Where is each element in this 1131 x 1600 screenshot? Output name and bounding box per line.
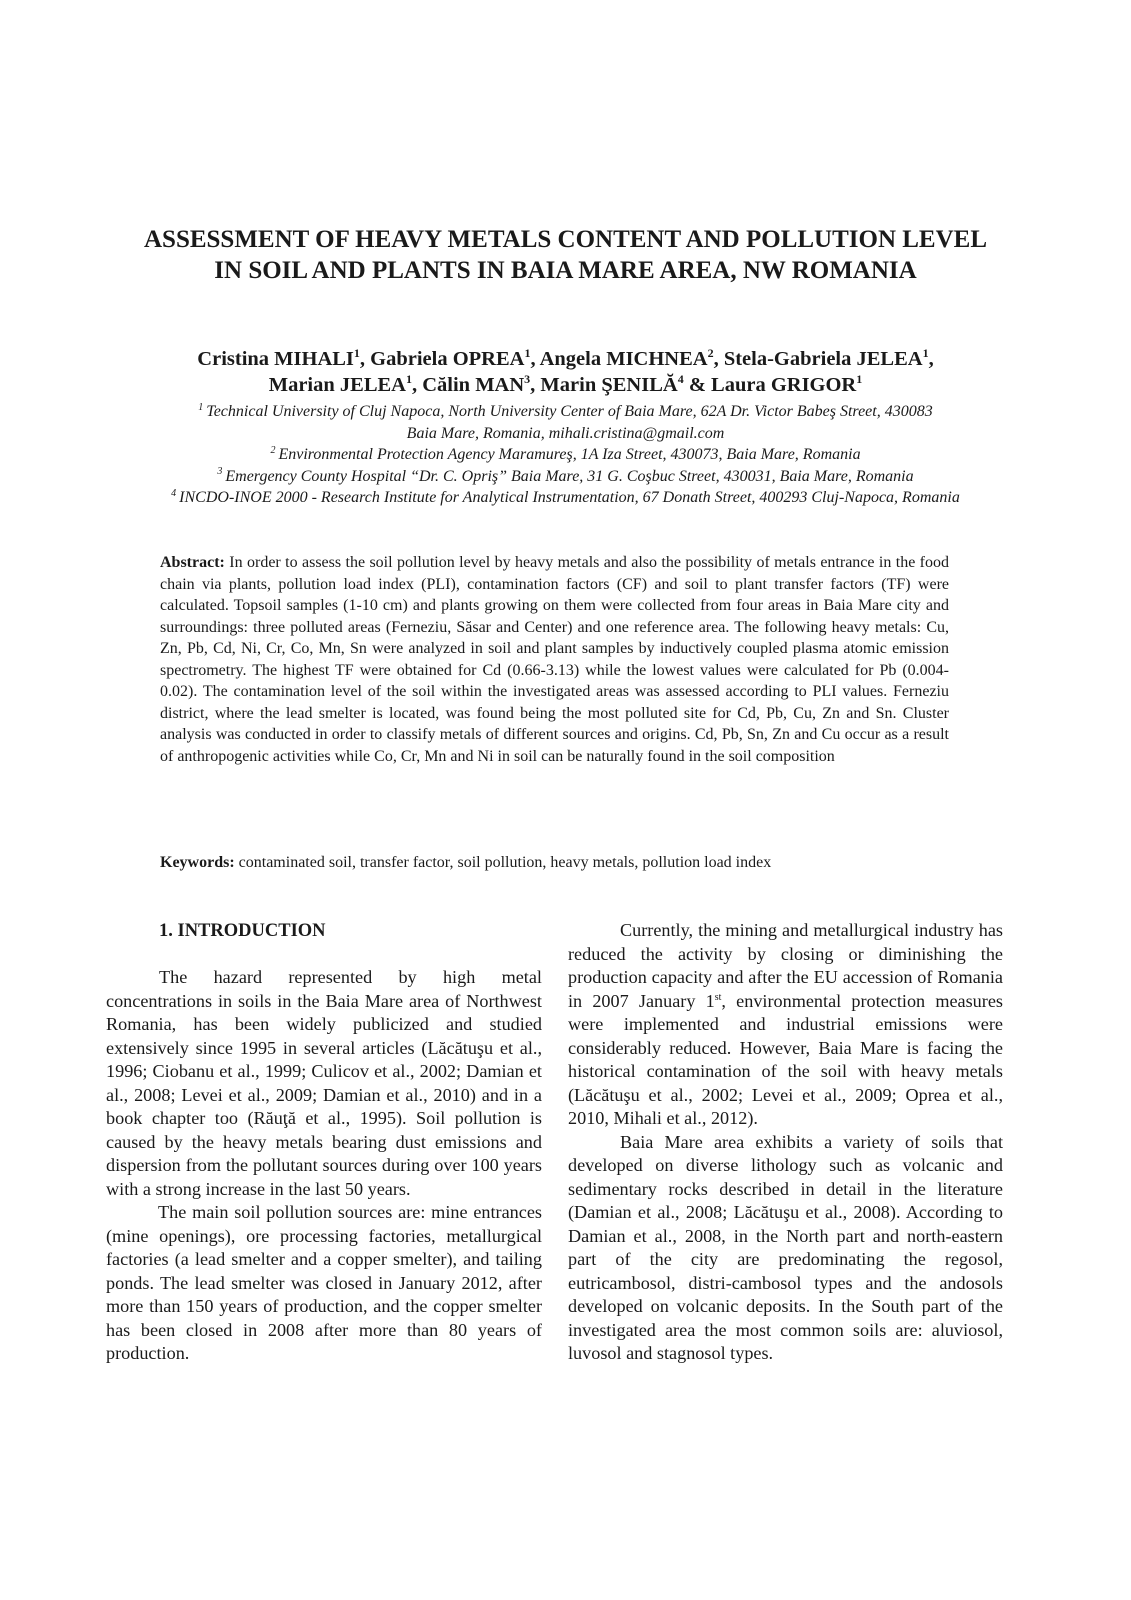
abstract-text: In order to assess the soil pollution level by heavy metals and also the possibility of metals entrance in the food chain via plants, pollution load index (PLI), contamination factors (CF) and soil to plant transfer factors (TF) were calculated. Topsoil samples (1-10 cm) and plants growing on them were collected from four areas in Baia Mare city and surroundings: three polluted areas (Ferneziu, Săsar and Center) and one reference area. The following heavy metals: Cu, Zn, Pb, Cd, Ni, Cr, Co, Mn, Sn were analyzed in soil and plant samples by inductively coupled plasma atomic emission spectrometry. The highest TF were obtained for Cd (0.66-3.13) while the lowest values were calculated for Pb (0.004-0.02). The contamination level of the soil within the investigated areas was assessed according to PLI values. Ferneziu district, where the lead smelter is located, was found being the most polluted site for Cd, Pb, Cu, Zn and Sn. Cluster analysis was conducted in order to classify metals of different sources and origins. Cd, Pb, Sn, Zn and Cu occur as a result of anthropogenic activities while Co, Cr, Mn and Ni in soil can be naturally found in the soil composition [160,554,950,765]
keywords-text: contaminated soil, transfer factor, soil pollution, heavy metals, pollution load index [238,854,772,871]
affiliation-1-continued [100,423,1031,445]
author-name: Angela MICHNEA [539,348,708,370]
author-separator: & [683,374,712,396]
author-affiliation-mark: 1 [405,372,412,387]
affiliation-3 [100,466,1031,488]
author-name: Cristina MIHALI [197,348,354,370]
body-paragraph: Baia Mare area exhibits a variety of soils that developed on diverse lithology such as volcanic and sedimentary rocks described in detail in the literature (Damian et al., 2008; Lăcătuşu et al., 2008). According to Damian et al., 2008, in the North part and north-eastern part of the city are predominating the regosol, eutricambosol, distri-cambosol types and the andosols developed on volcanic deposits. In the South part of the investigated area the most common soils are: aluviosol, luvosol and stagnosol types. [568,1131,1003,1363]
author-separator: , [530,374,541,396]
paper-title [100,224,1031,286]
affiliation-number: 4 [171,487,177,499]
keywords-label: Keywords: [160,854,235,871]
section-heading: 1. INTRODUCTION [159,921,326,941]
paragraph-text: , environmental protection measures were implemented and industrial emissions were considerably reduced. However, Baia Mare is facing the historical contamination of the soil with heavy metals (Lăcătuşu et al., 2002; Levei et al., 2009; Oprea et al., 2010, Mihali et al., 2012). [568,990,1003,1128]
author-affiliation-mark: 2 [707,346,714,361]
author-list [100,346,1031,398]
right-column [568,919,1003,1366]
author-separator: , [928,348,934,370]
author-affiliation-mark: 1 [524,346,531,361]
body-paragraph: The hazard represented by high metal concentrations in soils in the Baia Mare area of Northwest Romania, has been widely publicized and studied extensively since 1995 in several articles (Lăcătuşu et al., 1996; Ciobanu et al., 1999; Culicov et al., 2002; Damian et al., 2008; Levei et al., 2009; Damian et al., 2010) and in a book chapter too (Răuţă et al., 1995). Soil pollution is caused by the heavy metals bearing dust emissions and dispersion from the pollutant sources during over 100 years with a strong increase in the last 50 years. [106,967,542,1199]
author-separator: , [530,348,540,370]
title-line-1: ASSESSMENT OF HEAVY METALS CONTENT AND POLLUTION LEVEL [143,226,988,253]
author-affiliation-mark: 1 [922,346,929,361]
affiliation-number: 3 [217,466,223,478]
author-separator: , [713,348,724,370]
abstract [160,552,949,767]
author-affiliation-mark: 1 [856,372,863,387]
affiliation-text: INCDO-INOE 2000 - Research Institute for Analytical Instrumentation, 67 Donath Street, 400293 Cluj-Napoca, Romania [179,489,960,506]
author-affiliation-mark: 3 [524,372,531,387]
affiliation-text: Baia Mare, Romania, mihali.cristina@gmail.com [406,424,725,442]
author-name: Stela-Gabriela JELEA [723,348,923,370]
author-line-1 [100,346,1031,372]
affiliation-text: Emergency County Hospital “Dr. C. Opriş” Baia Mare, 31 G. Coşbuc Street, 430031, Baia Mare, Romania [225,467,914,485]
paragraph-text: Currently, the mining and metallurgical industry has reduced the activity by closing or diminishing the production capacity and after the EU accession of Romania in 2007 January 1 [568,920,1003,1011]
affiliation-number: 2 [270,444,276,456]
author-separator: , [359,348,371,370]
abstract-label: Abstract: [160,554,225,571]
affiliation-4 [100,487,1031,509]
title-line-2: IN SOIL AND PLANTS IN BAIA MARE AREA, NW ROMANIA [214,257,917,284]
author-affiliation-mark: 1 [353,346,360,361]
ordinal-suffix: st [714,991,722,1003]
body-paragraph [568,919,1003,1131]
left-column [106,919,542,1366]
keywords [160,852,949,874]
author-separator: , [411,374,423,396]
affiliation-1 [100,401,1031,423]
author-name: Marin ŞENILĂ [540,374,678,396]
affiliation-text: Technical University of Cluj Napoca, North University Center of Baia Mare, 62A Dr. Victor Babeş Street, 430083 [206,403,933,420]
affiliation-text: Environmental Protection Agency Maramureş, 1A Iza Street, 430073, Baia Mare, Romania [278,446,861,463]
author-affiliation-mark: 4 [677,372,684,387]
affiliation-2 [100,444,1031,466]
body-paragraph: The main soil pollution sources are: mine entrances (mine openings), ore processing factories, metallurgical factories (a lead smelter and a copper smelter), and tailing ponds. The lead smelter was closed in January 2012, after more than 150 years of production, and the copper smelter has been closed in 2008 after more than 80 years of production. [106,1202,542,1363]
author-name: Marian JELEA [268,374,406,396]
affiliation-list [100,401,1031,509]
author-line-2 [100,372,1031,398]
author-name: Gabriela OPREA [370,348,525,370]
author-name: Laura GRIGOR [711,374,857,396]
affiliation-number: 1 [198,401,204,413]
author-name: Călin MAN [422,374,525,396]
